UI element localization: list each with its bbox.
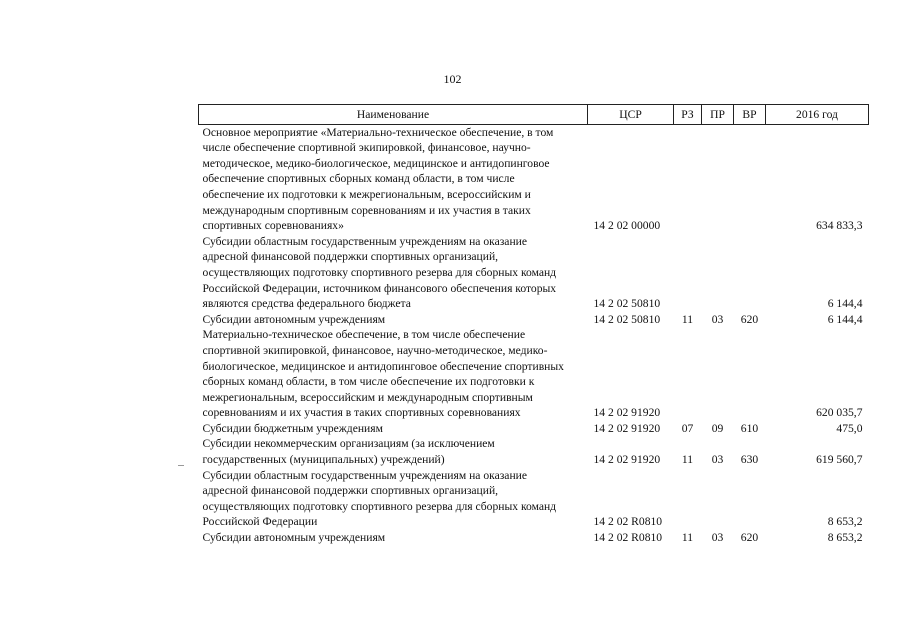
row-csr: 14 2 02 91920 — [593, 406, 661, 420]
row-vr — [734, 327, 766, 421]
row-amount: 634 833,3 — [816, 219, 863, 233]
table-row — [199, 124, 869, 234]
row-vr: 620 — [740, 531, 759, 545]
header-vr: ВР — [734, 105, 766, 125]
row-csr: 14 2 02 R0810 — [593, 531, 663, 545]
budget-table — [198, 104, 869, 546]
budget-table-body — [199, 124, 869, 546]
row-csr: 14 2 02 R0810 — [593, 515, 663, 529]
row-csr: 14 2 02 50810 — [593, 312, 661, 326]
row-vr — [734, 124, 766, 234]
row-vr: 620 — [740, 312, 759, 326]
row-rz: 11 — [681, 312, 694, 326]
row-amount: 619 560,7 — [816, 453, 863, 467]
row-name: Субсидии некоммерческим организациям (за исключением государственных (муниципальных) учреждений) — [202, 437, 495, 467]
row-pr — [702, 468, 734, 530]
table-row — [199, 312, 869, 328]
row-pr: 03 — [711, 531, 724, 545]
row-name: Основное мероприятие «Материально-техническое обеспечение, в том числе обеспечение спортивной экипировкой, финансовое, научно-методическое, медико-биологическое, медицинское и антидопинговое обеспечение спортивных сборных команд области, в том числе обеспечение их подготовки к межрегиональным, всероссийским и международным спортивным соревнованиям и их участия в таких спортивных соревнованиях» — [202, 125, 554, 233]
row-csr: 14 2 02 91920 — [593, 453, 661, 467]
row-rz — [674, 468, 702, 530]
budget-table-container — [198, 104, 868, 546]
row-rz — [674, 234, 702, 312]
page-number: 102 — [443, 72, 462, 86]
row-csr: 14 2 02 91920 — [593, 421, 661, 435]
row-amount: 620 035,7 — [816, 406, 863, 420]
table-row — [199, 327, 869, 421]
row-csr: 14 2 02 50810 — [593, 297, 661, 311]
scan-margin-mark — [178, 465, 184, 466]
header-name: Наименование — [199, 105, 588, 125]
row-pr — [702, 234, 734, 312]
row-pr: 03 — [711, 453, 724, 467]
table-row — [199, 530, 869, 546]
header-row — [199, 105, 869, 125]
table-row — [199, 234, 869, 312]
row-pr: 03 — [711, 312, 724, 326]
row-rz — [674, 327, 702, 421]
row-name: Материально-техническое обеспечение, в том числе обеспечение спортивной экипировкой, финансовое, научно-методическое, медико-биологическое, медицинское и антидопинговое обеспечение спортивных сборных команд области, в том числе обеспечение их подготовки к межрегиональным, всероссийским и международным спортивным соревнованиям и их участия в таких спортивных соревнованиях — [202, 328, 564, 420]
header-rz: РЗ — [674, 105, 702, 125]
row-name: Субсидии автономным учреждениям — [202, 531, 386, 545]
row-amount: 8 653,2 — [827, 531, 863, 545]
row-amount: 475,0 — [836, 421, 863, 435]
table-row — [199, 468, 869, 530]
row-rz: 11 — [681, 453, 694, 467]
row-rz: 07 — [681, 421, 694, 435]
row-pr: 09 — [711, 421, 724, 435]
budget-table-header — [199, 105, 869, 125]
row-rz — [674, 124, 702, 234]
row-name: Субсидии областным государственным учреждениям на оказание адресной финансовой поддержки спортивных организаций, осуществляющих подготовку спортивного резерва для сборных команд Российской Федерации — [202, 468, 557, 529]
row-amount: 6 144,4 — [827, 297, 863, 311]
row-vr — [734, 468, 766, 530]
row-pr — [702, 327, 734, 421]
row-name: Субсидии автономным учреждениям — [202, 312, 386, 326]
header-csr: ЦСР — [588, 105, 674, 125]
header-pr: ПР — [702, 105, 734, 125]
row-amount: 8 653,2 — [827, 515, 863, 529]
header-year: 2016 год — [766, 105, 869, 125]
row-rz: 11 — [681, 531, 694, 545]
table-row — [199, 436, 869, 467]
row-name: Субсидии областным государственным учреждениям на оказание адресной финансовой поддержки спортивных организаций, осуществляющих подготовку спортивного резерва для сборных команд Российской Федерации, источником финансового обеспечения которых являются средства федерального бюджета — [202, 234, 557, 311]
row-amount: 6 144,4 — [827, 312, 863, 326]
row-vr: 630 — [740, 453, 759, 467]
row-vr — [734, 234, 766, 312]
table-row — [199, 421, 869, 437]
row-pr — [702, 124, 734, 234]
row-name: Субсидии бюджетным учреждениям — [202, 421, 383, 435]
row-csr: 14 2 02 00000 — [593, 219, 661, 233]
row-vr: 610 — [740, 421, 759, 435]
